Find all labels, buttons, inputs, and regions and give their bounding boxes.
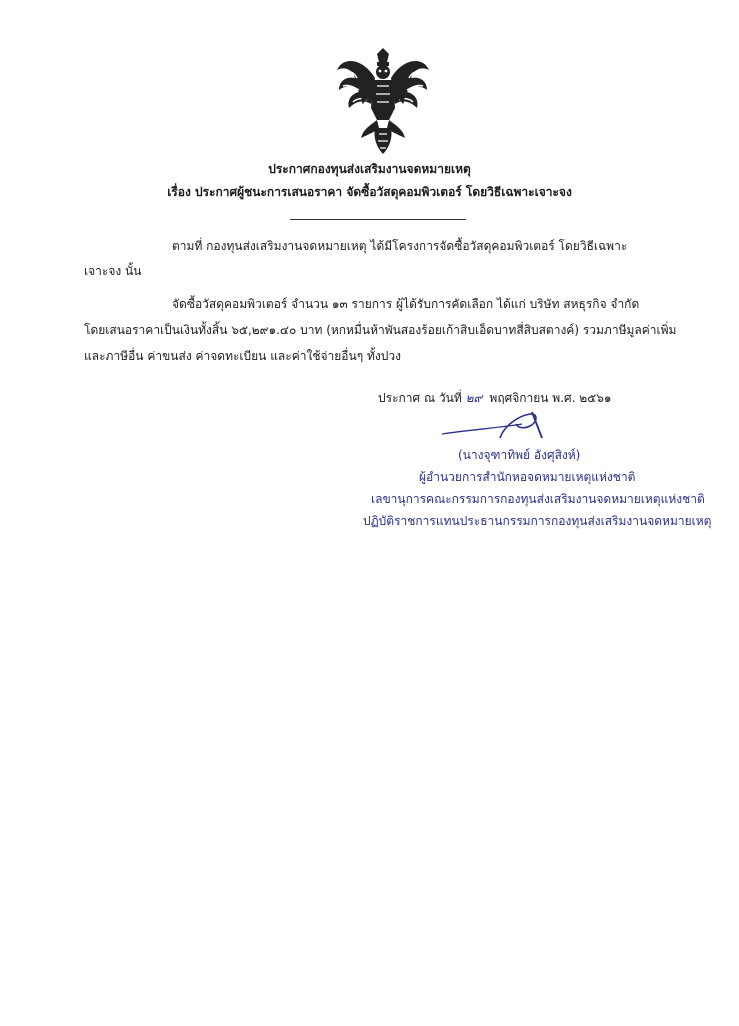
title-divider xyxy=(290,219,466,220)
paragraph2-line3: และภาษีอื่น ค่าขนส่ง ค่าจดทะเบียน และค่าใช้จ่ายอื่นๆ ทั้งปวง xyxy=(84,349,401,363)
date-day: ๒๙ xyxy=(465,391,483,405)
garuda-emblem-icon xyxy=(333,48,433,154)
signatory-position-3: ปฏิบัติราชการแทนประธานกรรมการกองทุนส่งเสริมงานจดหมายเหตุ xyxy=(363,514,712,528)
announcement-title: ประกาศกองทุนส่งเสริมงานจดหมายเหตุ xyxy=(268,162,471,176)
paragraph2-line1: จัดซื้อวัสดุคอมพิวเตอร์ จำนวน ๑๓ รายการ ผู้ได้รับการคัดเลือก ได้แก่ บริษัท สหธุรกิจ จำกัด xyxy=(172,297,640,311)
handwritten-signature xyxy=(438,408,548,444)
announcement-subject: เรื่อง ประกาศผู้ชนะการเสนอราคา จัดซื้อวัสดุคอมพิวเตอร์ โดยวิธีเฉพาะเจาะจง xyxy=(167,185,572,199)
date-prefix: ประกาศ ณ วันที่ xyxy=(378,391,462,405)
signatory-name: (นางจุฑาทิพย์ อังศุสิงห์) xyxy=(458,448,581,462)
announcement-date xyxy=(378,390,611,406)
paragraph1-line2: เจาะจง นั้น xyxy=(84,264,142,278)
signatory-position-2: เลขานุการคณะกรรมการกองทุนส่งเสริมงานจดหมายเหตุแห่งชาติ xyxy=(371,492,705,506)
paragraph1-line1: ตามที่ กองทุนส่งเสริมงานจดหมายเหตุ ได้มีโครงการจัดซื้อวัสดุคอมพิวเตอร์ โดยวิธีเฉพาะ xyxy=(172,239,628,253)
signatory-position-1: ผู้อำนวยการสำนักหอจดหมายเหตุแห่งชาติ xyxy=(419,470,636,484)
paragraph2-line2: โดยเสนอราคาเป็นเงินทั้งสิ้น ๖๕,๒๙๑.๔๐ บาท (หกหมื่นห้าพันสองร้อยเก้าสิบเอ็ดบาทสี่สิบสตางค์) รวมภาษีมูลค่าเพิ่ม xyxy=(84,323,677,337)
date-month-year: พฤศจิกายน พ.ศ. ๒๕๖๑ xyxy=(489,391,612,405)
